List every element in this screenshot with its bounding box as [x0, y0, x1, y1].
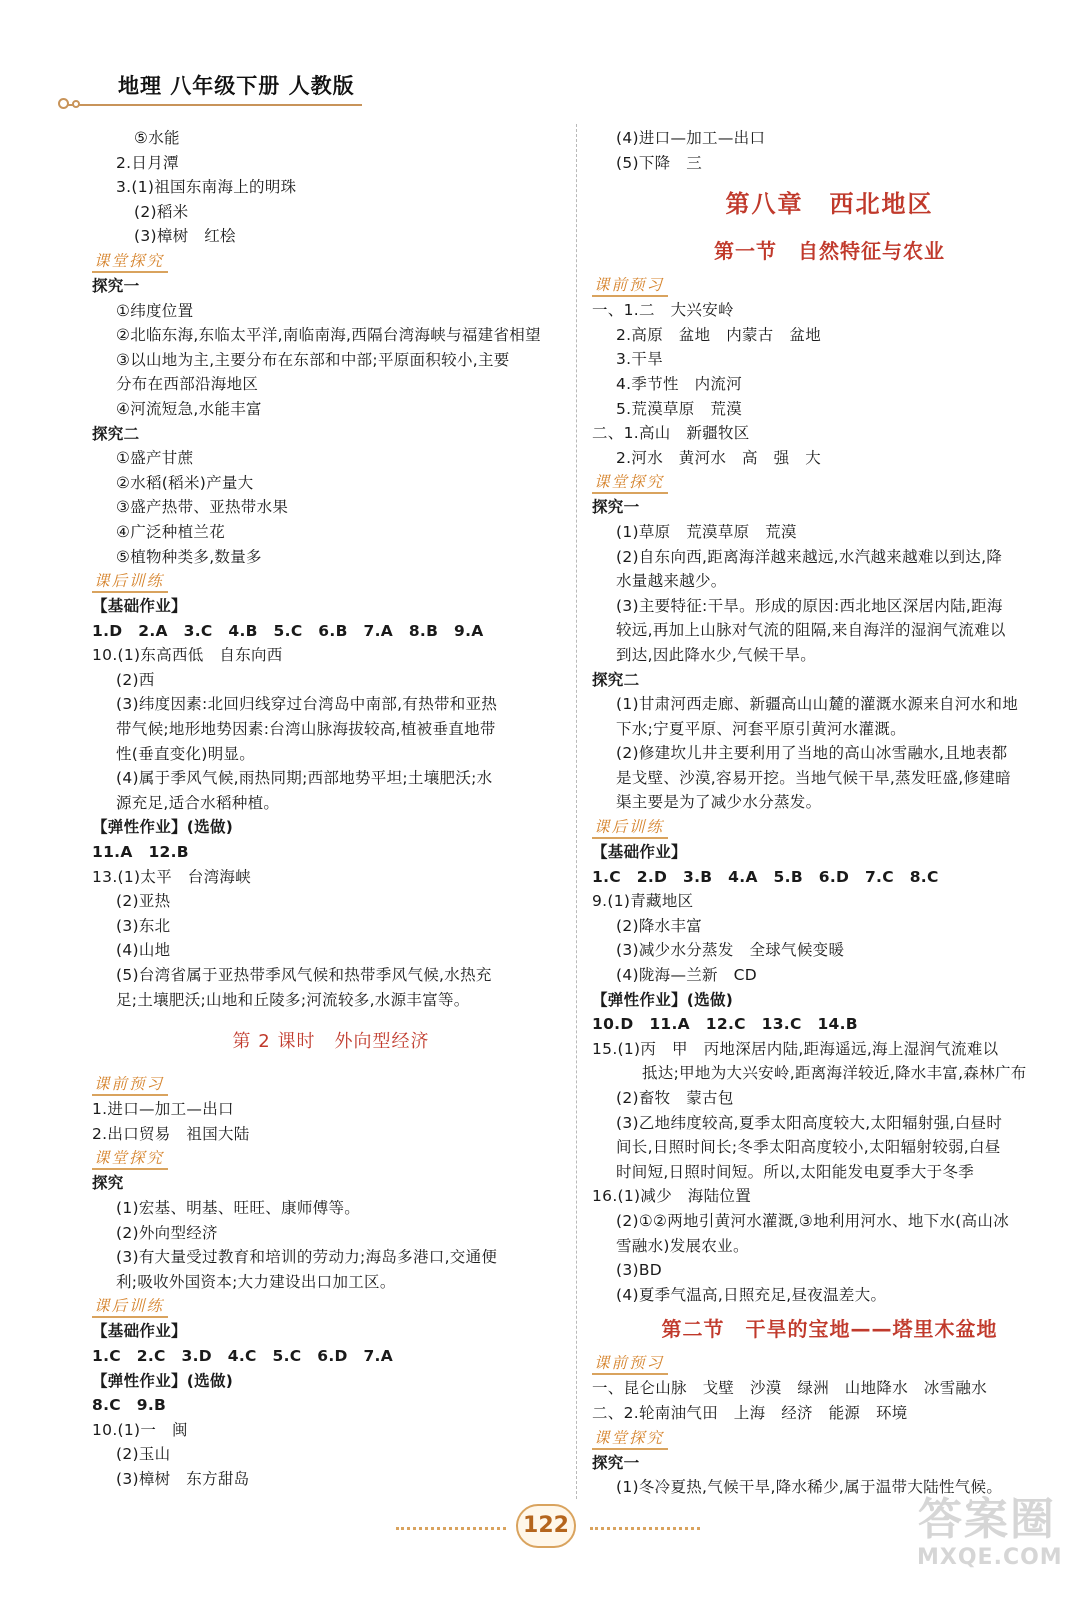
section-tag-row: [592, 815, 1067, 840]
lesson-title: 第 2 课时 外向型经济: [232, 1031, 430, 1053]
page-header: [0, 0, 1083, 110]
answer-line: 抵达;甲地为大兴安岭,距离海洋较近,降水丰富,森林广布: [642, 1064, 1027, 1083]
answer-line: (2)降水丰富: [616, 916, 703, 935]
watermark-domain: MXQE.COM: [917, 1545, 1063, 1570]
section-tag: 课堂探究: [92, 251, 168, 273]
section-tag: 课前预习: [592, 1353, 668, 1375]
answer-line: (3)纬度因素:北回归线穿过台湾岛中南部,有热带和亚热: [116, 695, 498, 714]
answer-line: ④广泛种植兰花: [116, 522, 225, 541]
answer-line: ⑤水能: [134, 129, 180, 147]
answer-line: 源充足,适合水稻种植。: [116, 793, 280, 812]
answer-line: (1)冬冷夏热,气候干旱,降水稀少,属于温带大陆性气候。: [616, 1478, 1003, 1497]
answer-heading: 探究一: [592, 1453, 640, 1472]
answer-heading: 探究: [92, 1174, 124, 1193]
answer-line: ③盛产热带、亚热带水果: [116, 498, 289, 517]
section-tag: 课后训练: [92, 1296, 168, 1318]
answer-line: 带气候;地形地势因素:台湾山脉海拔较高,植被垂直地带: [116, 720, 496, 739]
page-number: 122: [516, 1504, 576, 1548]
answer-line: 3.干旱: [616, 350, 663, 369]
chapter-title: 第八章 西北地区: [725, 190, 934, 219]
answer-line: 较远,再加上山脉对气流的阻隔,来自海洋的湿润气流难以: [616, 621, 1006, 640]
answer-line: 2.日月潭: [116, 153, 179, 172]
answer-heading: 探究二: [92, 424, 140, 443]
footer-dots-left: [396, 1527, 506, 1530]
answer-heading: 【弹性作业】(选做): [92, 818, 234, 837]
answer-line: (2)玉山: [116, 1445, 171, 1464]
header-ornament-dot: [58, 98, 69, 109]
answer-heading: 探究二: [592, 670, 640, 689]
answer-line: (4)陇海—兰新 CD: [616, 966, 758, 985]
answer-line: (2)外向型经济: [116, 1223, 218, 1242]
answer-line: (3)BD: [616, 1261, 663, 1280]
answer-heading: 【弹性作业】(选做): [592, 990, 734, 1009]
answer-line: ④河流短急,水能丰富: [116, 399, 262, 418]
answer-line: ①盛产甘蔗: [116, 449, 194, 468]
watermark-logo-text: 答案圈: [918, 1494, 1056, 1545]
section-tag-row: [592, 1426, 1067, 1451]
answer-heading: 1.C 2.C 3.D 4.C 5.C 6.D 7.A: [92, 1346, 394, 1365]
section-title: 第一节 自然特征与农业: [714, 239, 945, 264]
answer-heading: 1.C 2.D 3.B 4.A 5.B 6.D 7.C 8.C: [592, 867, 939, 886]
answer-line: 9.(1)青藏地区: [592, 892, 694, 911]
column-divider: [576, 124, 577, 1499]
answer-heading: 探究一: [592, 498, 640, 517]
section-tag: 课后训练: [92, 571, 168, 593]
answer-line: 利;吸收外国资本;大力建设出口加工区。: [116, 1272, 396, 1291]
answer-heading: 8.C 9.B: [92, 1396, 167, 1415]
section-tag: 课堂探究: [92, 1148, 168, 1170]
answer-line: (3)主要特征:干旱。形成的原因:西北地区深居内陆,距海: [616, 596, 1003, 615]
footer-dots-right: [590, 1527, 700, 1530]
answer-heading: 【基础作业】: [92, 597, 187, 616]
answer-line: (2)稻米: [134, 202, 189, 221]
section-tag: 课堂探究: [592, 1428, 668, 1450]
answer-line: (4)进口—加工—出口: [616, 129, 766, 147]
section-tag: 课堂探究: [592, 472, 668, 494]
book-title: 地理 八年级下册 人教版: [118, 74, 355, 98]
section-tag: 课后训练: [592, 817, 668, 839]
answer-line: (4)山地: [116, 941, 171, 960]
header-rule: [62, 104, 362, 106]
left-column: [92, 126, 570, 1492]
answer-line: ②水稻(稻米)产量大: [116, 473, 254, 492]
answer-heading: 【基础作业】: [592, 843, 687, 862]
answer-line: 足;土壤肥沃;山地和丘陵多;河流较多,水源丰富等。: [116, 990, 470, 1009]
answer-line: 渠主要是为了减少水分蒸发。: [616, 793, 822, 812]
section-tag-row: [92, 1072, 570, 1097]
answer-heading: 10.D 11.A 12.C 13.C 14.B: [592, 1015, 858, 1034]
answer-line: (2)畜牧 蒙古包: [616, 1089, 734, 1107]
answer-line: (1)草原 荒漠草原 荒漠: [616, 522, 797, 541]
answer-line: (3)东北: [116, 916, 171, 935]
answer-line: 分布在西部沿海地区: [116, 375, 259, 394]
section-tag-row: [92, 569, 570, 594]
section-tag-row: [92, 1294, 570, 1319]
answer-line: (3)减少水分蒸发 全球气候变暖: [616, 941, 845, 960]
answer-line: (1)宏基、明基、旺旺、康师傅等。: [116, 1198, 361, 1217]
answer-line: (2)修建坎儿井主要利用了当地的高山冰雪融水,且地表都: [616, 744, 1008, 763]
answer-line: 时间短,日照时间短。所以,太阳能发电夏季大于冬季: [616, 1162, 975, 1181]
answer-line: 下水;宁夏平原、河套平原引黄河水灌溉。: [616, 719, 906, 738]
answer-line: (3)樟树 红桧: [134, 227, 236, 246]
answer-line: 二、1.高山 新疆牧区: [592, 424, 750, 443]
answer-heading: 探究一: [92, 276, 140, 295]
answer-heading: 11.A 12.B: [92, 843, 189, 862]
answer-line: 二、2.轮南油气田 上海 经济 能源 环境: [592, 1403, 908, 1422]
answer-line: 2.出口贸易 祖国大陆: [92, 1124, 250, 1143]
header-ornament-dot: [72, 100, 80, 108]
answer-line: 16.(1)减少 海陆位置: [592, 1187, 752, 1206]
section-tag: 课前预习: [592, 275, 668, 297]
answer-line: 一、1.二 大兴安岭: [592, 301, 734, 320]
section-tag-row: [592, 470, 1067, 495]
answer-heading: 1.D 2.A 3.C 4.B 5.C 6.B 7.A 8.B 9.A: [92, 621, 484, 640]
answer-line: 13.(1)太平 台湾海峡: [92, 867, 252, 886]
section-tag-row: [92, 249, 570, 274]
answer-line: (2)自东向西,距离海洋越来越远,水汽越来越难以到达,降: [616, 547, 1003, 566]
answer-heading: 【基础作业】: [92, 1322, 187, 1341]
section-tag-row: [92, 1146, 570, 1171]
answer-line: (5)台湾省属于亚热带季风气候和热带季风气候,水热充: [116, 966, 492, 984]
section-tag-row: [592, 273, 1067, 298]
answer-line: (3)樟树 东方甜岛: [116, 1469, 250, 1488]
answer-line: (2)西: [116, 670, 155, 689]
answer-line: 到达,因此降水少,气候干旱。: [616, 645, 817, 664]
section-tag-row: [592, 1351, 1067, 1376]
answer-line: (3)乙地纬度较高,夏季太阳高度较大,太阳辐射强,白昼时: [616, 1113, 1003, 1132]
answer-line: ③以山地为主,主要分布在东部和中部;平原面积较小,主要: [116, 350, 510, 369]
answer-line: ②北临东海,东临太平洋,南临南海,西隔台湾海峡与福建省相望: [116, 326, 541, 345]
answer-line: (1)甘肃河西走廊、新疆高山山麓的灌溉水源来自河水和地: [616, 695, 1019, 714]
answer-line: 10.(1)一 闽: [92, 1420, 188, 1439]
answer-line: 10.(1)东高西低 自东向西: [92, 646, 283, 665]
answer-heading: 【弹性作业】(选做): [92, 1371, 234, 1390]
section-title: 第二节 干旱的宝地——塔里木盆地: [661, 1317, 998, 1342]
answer-line: (4)夏季气温高,日照充足,昼夜温差大。: [616, 1285, 887, 1304]
answer-line: (2)亚热: [116, 892, 171, 911]
answer-line: 性(垂直变化)明显。: [116, 744, 256, 763]
right-column: [592, 126, 1067, 1500]
section-tag: 课前预习: [92, 1074, 168, 1096]
answer-line: 一、昆仑山脉 戈壁 沙漠 绿洲 山地降水 冰雪融水: [592, 1379, 988, 1398]
answer-line: (5)下降 三: [616, 153, 703, 172]
answer-line: 5.荒漠草原 荒漠: [616, 399, 742, 418]
answer-line: ⑤植物种类多,数量多: [116, 547, 262, 566]
answer-line: 间长,日照时间长;冬季太阳高度较小,太阳辐射较弱,白昼: [616, 1138, 1001, 1157]
answer-line: (4)属于季风气候,雨热同期;西部地势平坦;土壤肥沃;水: [116, 769, 493, 788]
answer-line: 2.河水 黄河水 高 强 大: [616, 448, 821, 467]
answer-line: 雪融水)发展农业。: [616, 1236, 749, 1255]
answer-line: 是戈壁、沙漠,容易开挖。当地气候干旱,蒸发旺盛,修建暗: [616, 768, 1011, 787]
answer-line: 2.高原 盆地 内蒙古 盆地: [616, 325, 821, 344]
answer-line: 1.进口—加工—出口: [92, 1100, 234, 1119]
answer-line: 15.(1)丙 甲 丙地深居内陆,距海遥远,海上湿润气流难以: [592, 1039, 999, 1058]
answer-line: 水量越来越少。: [616, 572, 727, 591]
answer-line: 3.(1)祖国东南海上的明珠: [116, 178, 297, 197]
answer-line: ①纬度位置: [116, 301, 194, 320]
answer-line: 4.季节性 内流河: [616, 374, 742, 393]
answer-line: (3)有大量受过教育和培训的劳动力;海岛多港口,交通便: [116, 1248, 498, 1267]
answer-line: (2)①②两地引黄河水灌溉,③地利用河水、地下水(高山冰: [616, 1211, 1010, 1230]
site-watermark: [917, 1494, 1063, 1580]
